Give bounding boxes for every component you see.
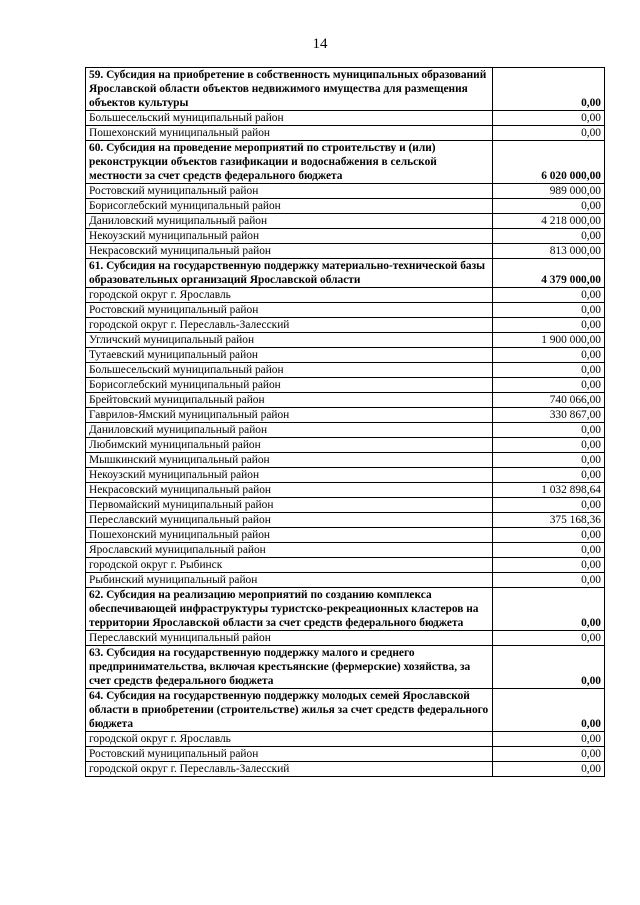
table-row bbox=[86, 483, 605, 498]
table-row bbox=[86, 573, 605, 588]
table-row bbox=[86, 214, 605, 229]
subsidy-amount: 0,00 bbox=[493, 348, 605, 363]
table-row bbox=[86, 732, 605, 747]
municipality-name: Некрасовский муниципальный район bbox=[86, 244, 493, 259]
municipality-name: Большесельский муниципальный район bbox=[86, 363, 493, 378]
municipality-name: Даниловский муниципальный район bbox=[86, 214, 493, 229]
municipality-name: Некоузский муниципальный район bbox=[86, 229, 493, 244]
subsidy-amount: 0,00 bbox=[493, 363, 605, 378]
municipality-name: Пошехонский муниципальный район bbox=[86, 126, 493, 141]
section-total: 6 020 000,00 bbox=[493, 141, 605, 184]
municipality-name: Ростовский муниципальный район bbox=[86, 303, 493, 318]
table-row bbox=[86, 288, 605, 303]
section-header-row bbox=[86, 259, 605, 288]
municipality-name: Даниловский муниципальный район bbox=[86, 423, 493, 438]
subsidy-amount: 989 000,00 bbox=[493, 184, 605, 199]
table-row bbox=[86, 747, 605, 762]
section-total: 0,00 bbox=[493, 646, 605, 689]
municipality-name: Ярославский муниципальный район bbox=[86, 543, 493, 558]
subsidy-amount: 330 867,00 bbox=[493, 408, 605, 423]
municipality-name: Переславский муниципальный район bbox=[86, 631, 493, 646]
subsidy-amount: 0,00 bbox=[493, 747, 605, 762]
table-row bbox=[86, 558, 605, 573]
section-title: 64. Субсидия на государственную поддержку молодых семей Ярославской области в приобретении (строительстве) жилья за счет средств федерального бюджета bbox=[86, 689, 493, 732]
section-header-row bbox=[86, 141, 605, 184]
table-row bbox=[86, 762, 605, 777]
section-title: 63. Субсидия на государственную поддержку малого и среднего предпринимательства, включая крестьянские (фермерские) хозяйства, за счет средств федерального бюджета bbox=[86, 646, 493, 689]
subsidy-table bbox=[85, 67, 605, 777]
subsidy-amount: 0,00 bbox=[493, 631, 605, 646]
municipality-name: Первомайский муниципальный район bbox=[86, 498, 493, 513]
subsidy-amount: 813 000,00 bbox=[493, 244, 605, 259]
subsidy-amount: 0,00 bbox=[493, 423, 605, 438]
subsidy-amount: 0,00 bbox=[493, 732, 605, 747]
table-row bbox=[86, 468, 605, 483]
subsidy-amount: 0,00 bbox=[493, 528, 605, 543]
table-row bbox=[86, 631, 605, 646]
subsidy-table-body bbox=[86, 68, 605, 777]
table-row bbox=[86, 513, 605, 528]
subsidy-amount: 0,00 bbox=[493, 126, 605, 141]
section-title: 59. Субсидия на приобретение в собственность муниципальных образований Ярославской области объектов недвижимого имущества для размещения объектов культуры bbox=[86, 68, 493, 111]
section-header-row bbox=[86, 646, 605, 689]
table-row bbox=[86, 423, 605, 438]
section-header-row bbox=[86, 68, 605, 111]
subsidy-amount: 0,00 bbox=[493, 468, 605, 483]
subsidy-amount: 0,00 bbox=[493, 558, 605, 573]
subsidy-amount: 1 900 000,00 bbox=[493, 333, 605, 348]
municipality-name: Тутаевский муниципальный район bbox=[86, 348, 493, 363]
subsidy-amount: 0,00 bbox=[493, 318, 605, 333]
table-row bbox=[86, 363, 605, 378]
table-row bbox=[86, 528, 605, 543]
table-row bbox=[86, 111, 605, 126]
table-row bbox=[86, 244, 605, 259]
subsidy-amount: 0,00 bbox=[493, 498, 605, 513]
municipality-name: городской округ г. Ярославль bbox=[86, 288, 493, 303]
municipality-name: Борисоглебский муниципальный район bbox=[86, 378, 493, 393]
table-row bbox=[86, 408, 605, 423]
subsidy-amount: 1 032 898,64 bbox=[493, 483, 605, 498]
table-row bbox=[86, 184, 605, 199]
table-row bbox=[86, 378, 605, 393]
municipality-name: городской округ г. Переславль-Залесский bbox=[86, 762, 493, 777]
table-row bbox=[86, 126, 605, 141]
section-header-row bbox=[86, 588, 605, 631]
municipality-name: Рыбинский муниципальный район bbox=[86, 573, 493, 588]
table-row bbox=[86, 318, 605, 333]
municipality-name: Некрасовский муниципальный район bbox=[86, 483, 493, 498]
subsidy-amount: 0,00 bbox=[493, 453, 605, 468]
municipality-name: Переславский муниципальный район bbox=[86, 513, 493, 528]
municipality-name: Угличский муниципальный район bbox=[86, 333, 493, 348]
table-row bbox=[86, 438, 605, 453]
table-row bbox=[86, 498, 605, 513]
municipality-name: Мышкинский муниципальный район bbox=[86, 453, 493, 468]
subsidy-amount: 0,00 bbox=[493, 229, 605, 244]
municipality-name: Большесельский муниципальный район bbox=[86, 111, 493, 126]
table-row bbox=[86, 348, 605, 363]
table-row bbox=[86, 393, 605, 408]
page-number: 14 bbox=[312, 36, 328, 52]
subsidy-amount: 0,00 bbox=[493, 543, 605, 558]
section-title: 62. Субсидия на реализацию мероприятий по созданию комплекса обеспечивающей инфраструктуры туристско-рекреационных кластеров на территории Ярославской области за счет средств федерального бюджета bbox=[86, 588, 493, 631]
municipality-name: городской округ г. Переславль-Залесский bbox=[86, 318, 493, 333]
subsidy-amount: 0,00 bbox=[493, 111, 605, 126]
municipality-name: Любимский муниципальный район bbox=[86, 438, 493, 453]
subsidy-amount: 740 066,00 bbox=[493, 393, 605, 408]
table-row bbox=[86, 229, 605, 244]
municipality-name: городской округ г. Рыбинск bbox=[86, 558, 493, 573]
municipality-name: Ростовский муниципальный район bbox=[86, 184, 493, 199]
subsidy-amount: 375 168,36 bbox=[493, 513, 605, 528]
subsidy-amount: 0,00 bbox=[493, 288, 605, 303]
subsidy-amount: 0,00 bbox=[493, 303, 605, 318]
table-row bbox=[86, 543, 605, 558]
table-row bbox=[86, 333, 605, 348]
municipality-name: Гаврилов-Ямский муниципальный район bbox=[86, 408, 493, 423]
municipality-name: Пошехонский муниципальный район bbox=[86, 528, 493, 543]
section-header-row bbox=[86, 689, 605, 732]
subsidy-amount: 0,00 bbox=[493, 438, 605, 453]
subsidy-amount: 0,00 bbox=[493, 573, 605, 588]
subsidy-amount: 0,00 bbox=[493, 199, 605, 214]
municipality-name: Ростовский муниципальный район bbox=[86, 747, 493, 762]
section-total: 0,00 bbox=[493, 689, 605, 732]
section-total: 0,00 bbox=[493, 68, 605, 111]
table-row bbox=[86, 303, 605, 318]
subsidy-amount: 0,00 bbox=[493, 762, 605, 777]
section-title: 60. Субсидия на проведение мероприятий по строительству и (или) реконструкции объектов газификации и водоснабжения в сельской местности за счет средств федерального бюджета bbox=[86, 141, 493, 184]
table-row bbox=[86, 453, 605, 468]
municipality-name: Некоузский муниципальный район bbox=[86, 468, 493, 483]
section-total: 4 379 000,00 bbox=[493, 259, 605, 288]
section-title: 61. Субсидия на государственную поддержку материально-технической базы образовательных организаций Ярославской области bbox=[86, 259, 493, 288]
municipality-name: городской округ г. Ярославль bbox=[86, 732, 493, 747]
table-row bbox=[86, 199, 605, 214]
municipality-name: Брейтовский муниципальный район bbox=[86, 393, 493, 408]
section-total: 0,00 bbox=[493, 588, 605, 631]
subsidy-amount: 4 218 000,00 bbox=[493, 214, 605, 229]
subsidy-amount: 0,00 bbox=[493, 378, 605, 393]
municipality-name: Борисоглебский муниципальный район bbox=[86, 199, 493, 214]
